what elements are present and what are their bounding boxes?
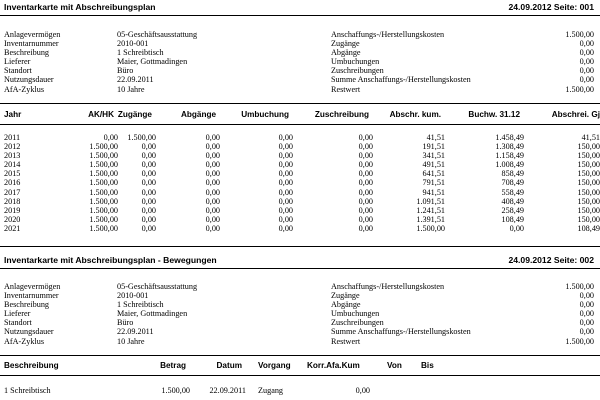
mv-col-header-amount: Betrag	[160, 361, 186, 370]
table-row	[4, 197, 600, 206]
table-cell: 0,00	[205, 160, 220, 170]
info-label: Abgänge	[331, 300, 361, 310]
info-value: 1 Schreibtisch	[117, 300, 164, 310]
info-amount: 0,00	[579, 327, 594, 337]
table-cell: 2012	[4, 142, 21, 152]
info-label: Lieferer	[4, 57, 31, 67]
table-cell: 1.500,00	[89, 142, 118, 152]
mv-col-header-description: Beschreibung	[4, 361, 59, 370]
table-cell: 0,00	[358, 214, 373, 224]
table-cell: 2020	[4, 214, 21, 224]
table-cell: 0,00	[509, 223, 524, 233]
table-cell: 641,51	[422, 169, 445, 179]
table-cell: 0,00	[205, 223, 220, 233]
table-cell: 341,51	[422, 151, 445, 161]
table-cell: 0,00	[278, 223, 293, 233]
table-cell: 0,00	[141, 205, 156, 215]
info-value: 2010-001	[117, 39, 149, 49]
info-label: Nutzungsdauer	[4, 75, 54, 85]
movements-header-top-rule	[0, 355, 600, 356]
table-cell: 0,00	[205, 151, 220, 161]
mv-col-header-correction: Korr.Afa.Kum	[307, 361, 360, 370]
table-cell: 0,00	[205, 169, 220, 179]
table-cell: 2013	[4, 151, 21, 161]
info-label: Anlagevermögen	[4, 30, 61, 39]
table-cell: 0,00	[358, 205, 373, 215]
table-cell: 0,00	[358, 196, 373, 206]
table-cell: 1.500,00	[89, 178, 118, 188]
table-cell: 0,00	[141, 178, 156, 188]
table-cell: 0,00	[358, 160, 373, 170]
table-cell: 2016	[4, 178, 21, 188]
mv-col-header-transaction: Vorgang	[258, 361, 291, 370]
info-value: 22.09.2011	[117, 75, 154, 85]
table-cell: 2017	[4, 187, 21, 197]
table-cell: 0,00	[141, 142, 156, 152]
col-header-book-value: Buchw. 31.12	[468, 110, 520, 119]
mv-col-header-to: Bis	[421, 361, 434, 370]
mv-col-header-from: Von	[387, 361, 402, 370]
table-cell: 0,00	[278, 169, 293, 179]
table-cell: 0,00	[205, 196, 220, 206]
table-cell: 0,00	[205, 142, 220, 152]
info-label: Nutzungsdauer	[4, 327, 54, 337]
table-cell: 1.500,00	[161, 386, 190, 395]
info-amount: 0,00	[579, 309, 594, 319]
table-cell: 0,00	[205, 214, 220, 224]
section2-top-rule	[0, 246, 600, 247]
table-cell: 2019	[4, 205, 21, 215]
table-cell: 2011	[4, 133, 21, 142]
info-amount: 0,00	[579, 318, 594, 328]
table-cell: 0,00	[141, 223, 156, 233]
table-cell: 0,00	[358, 151, 373, 161]
table-cell: 150,00	[577, 151, 600, 161]
table-cell: 0,00	[141, 214, 156, 224]
table-cell: 0,00	[141, 196, 156, 206]
table-row	[4, 142, 600, 151]
section2-header-rule	[0, 268, 600, 269]
table-row	[4, 386, 600, 395]
table-cell: 0,00	[141, 151, 156, 161]
col-header-disposals: Abgänge	[180, 110, 216, 119]
info-amount: 0,00	[579, 39, 594, 49]
info-label: Standort	[4, 318, 32, 328]
table-cell: 150,00	[577, 187, 600, 197]
table-cell: 1.500,00	[89, 160, 118, 170]
info-labels-right	[331, 30, 471, 94]
table-cell: 1.500,00	[89, 214, 118, 224]
table-cell: 191,51	[422, 142, 445, 152]
info-value: Maier, Gottmadingen	[117, 57, 188, 67]
table-cell: 1.500,00	[89, 151, 118, 161]
table-cell: 0,00	[205, 205, 220, 215]
table-cell: 1.500,00	[127, 133, 156, 142]
movements-info-labels-left	[4, 282, 60, 346]
info-label: Zugänge	[331, 39, 360, 49]
info-value: 1 Schreibtisch	[117, 48, 164, 58]
info-amount: 0,00	[579, 48, 594, 58]
info-values-right	[494, 30, 594, 94]
table-cell: 1.500,00	[89, 169, 118, 179]
info-amount: 1.500,00	[565, 336, 594, 346]
info-amount: 1.500,00	[565, 282, 594, 291]
table-cell: 0,00	[278, 178, 293, 188]
table-cell: 2014	[4, 160, 21, 170]
table-cell: 108,49	[501, 214, 524, 224]
info-value: Büro	[117, 66, 134, 76]
table-cell: 0,00	[278, 214, 293, 224]
table-cell: 0,00	[358, 178, 373, 188]
table-cell: 41,51	[426, 133, 445, 142]
info-label: Beschreibung	[4, 48, 50, 58]
info-amount: 1.500,00	[565, 30, 594, 39]
info-value: 05-Geschäftsausstattung	[117, 30, 198, 39]
header-rule	[0, 15, 600, 16]
info-label: Anschaffungs-/Herstellungskosten	[331, 30, 445, 39]
table-cell: 708,49	[501, 178, 524, 188]
col-header-transfer: Umbuchung	[241, 110, 289, 119]
info-amount: 0,00	[579, 291, 594, 301]
info-value: 2010-001	[117, 291, 149, 301]
info-amount: 0,00	[579, 300, 594, 310]
info-value: 05-Geschäftsausstattung	[117, 282, 198, 291]
movements-header-bottom-rule	[0, 375, 600, 376]
table-cell: 1.308,49	[495, 142, 524, 152]
info-label: AfA-Zyklus	[4, 336, 45, 346]
table-cell: 0,00	[205, 187, 220, 197]
table-row	[4, 133, 600, 142]
info-value: 10 Jahre	[117, 336, 145, 346]
info-label: Restwert	[331, 84, 361, 94]
info-label: Summe Anschaffungs-/Herstellungskosten	[331, 75, 471, 85]
table-cell: 0,00	[358, 142, 373, 152]
table-row	[4, 224, 600, 233]
table-cell: 0,00	[278, 187, 293, 197]
table-cell: 1.391,51	[416, 214, 445, 224]
plan-header-top-rule	[0, 103, 600, 104]
movements-info-values-left	[117, 282, 197, 346]
table-cell: 258,49	[501, 205, 524, 215]
info-label: Abgänge	[331, 48, 361, 58]
table-cell: 0,00	[358, 187, 373, 197]
table-row	[4, 151, 600, 160]
table-cell: 0,00	[278, 142, 293, 152]
table-cell: 1 Schreibtisch	[4, 386, 51, 395]
table-cell: 22.09.2011	[209, 386, 246, 395]
movements-info-labels-right	[331, 282, 471, 346]
table-cell: 150,00	[577, 205, 600, 215]
table-cell: 941,51	[422, 187, 445, 197]
table-cell: 1.500,00	[89, 205, 118, 215]
info-value: 22.09.2011	[117, 327, 154, 337]
table-cell: 491,51	[422, 160, 445, 170]
date-page-label: 24.09.2012 Seite: 001	[508, 2, 594, 12]
col-header-write-up: Zuschreibung	[314, 110, 369, 119]
table-row	[4, 206, 600, 215]
table-cell: 0,00	[278, 205, 293, 215]
movements-date-page-label: 24.09.2012 Seite: 002	[508, 255, 594, 265]
info-label: Inventarnummer	[4, 39, 59, 49]
table-cell: 1.500,00	[416, 223, 445, 233]
info-label: Umbuchungen	[331, 309, 380, 319]
table-cell: Zugang	[258, 386, 284, 395]
table-cell: 0,00	[205, 133, 220, 142]
table-cell: 41,51	[581, 133, 600, 142]
info-labels-left	[4, 30, 60, 94]
table-cell: 1.500,00	[89, 196, 118, 206]
info-label: AfA-Zyklus	[4, 84, 45, 94]
table-row	[4, 169, 600, 178]
info-amount: 0,00	[579, 57, 594, 67]
table-cell: 858,49	[501, 169, 524, 179]
info-label: Summe Anschaffungs-/Herstellungskosten	[331, 327, 471, 337]
info-label: Restwert	[331, 336, 361, 346]
table-cell: 0,00	[141, 187, 156, 197]
col-header-cumulative-depreciation: Abschr. kum.	[389, 110, 441, 119]
table-row	[4, 188, 600, 197]
movements-table	[4, 386, 600, 395]
table-row	[4, 215, 600, 224]
table-row	[4, 160, 600, 169]
page-title: Inventarkarte mit Abschreibungsplan	[4, 2, 156, 12]
table-cell: 150,00	[577, 178, 600, 188]
table-cell: 0,00	[358, 133, 373, 142]
info-label: Zugänge	[331, 291, 360, 301]
movements-title: Inventarkarte mit Abschreibungsplan - Bewegungen	[4, 255, 217, 265]
table-cell: 0,00	[205, 178, 220, 188]
plan-header-bottom-rule	[0, 124, 600, 125]
table-cell: 408,49	[501, 196, 524, 206]
table-cell: 1.241,51	[416, 205, 445, 215]
info-amount: 1.500,00	[565, 84, 594, 94]
info-label: Beschreibung	[4, 300, 50, 310]
table-cell: 2021	[4, 223, 21, 233]
col-header-depreciation-year: Abschrei. Gj	[551, 110, 600, 119]
table-cell: 2018	[4, 196, 21, 206]
table-cell: 0,00	[358, 223, 373, 233]
table-cell: 150,00	[577, 169, 600, 179]
info-label: Lieferer	[4, 309, 31, 319]
info-label: Anlagevermögen	[4, 282, 61, 291]
table-cell: 150,00	[577, 142, 600, 152]
table-row	[4, 178, 600, 187]
info-value: 10 Jahre	[117, 84, 145, 94]
table-cell: 0,00	[278, 133, 293, 142]
table-cell: 0,00	[141, 169, 156, 179]
table-cell: 0,00	[278, 160, 293, 170]
table-cell: 0,00	[278, 196, 293, 206]
movements-info-values-right	[494, 282, 594, 346]
table-cell: 1.008,49	[495, 160, 524, 170]
info-label: Anschaffungs-/Herstellungskosten	[331, 282, 445, 291]
col-header-additions: Zugänge	[117, 110, 152, 119]
table-cell: 2015	[4, 169, 21, 179]
table-cell: 108,49	[577, 223, 600, 233]
table-cell: 1.458,49	[495, 133, 524, 142]
info-label: Zuschreibungen	[331, 318, 384, 328]
table-cell: 1.500,00	[89, 223, 118, 233]
col-header-akhk: AK/HK	[88, 110, 114, 119]
info-label: Inventarnummer	[4, 291, 59, 301]
table-cell: 0,00	[278, 151, 293, 161]
table-cell: 558,49	[501, 187, 524, 197]
depreciation-plan-table	[4, 133, 600, 233]
info-label: Zuschreibungen	[331, 66, 384, 76]
table-cell: 1.158,49	[495, 151, 524, 161]
table-cell: 791,51	[422, 178, 445, 188]
info-label: Umbuchungen	[331, 57, 380, 67]
info-amount: 0,00	[579, 66, 594, 76]
info-amount: 0,00	[579, 75, 594, 85]
col-header-year: Jahr	[4, 110, 22, 119]
table-cell: 150,00	[577, 214, 600, 224]
info-value: Maier, Gottmadingen	[117, 309, 188, 319]
table-cell: 0,00	[355, 386, 370, 395]
mv-col-header-date: Datum	[216, 361, 242, 370]
table-cell: 0,00	[358, 169, 373, 179]
info-label: Standort	[4, 66, 32, 76]
info-value: Büro	[117, 318, 134, 328]
table-cell: 1.091,51	[416, 196, 445, 206]
table-cell: 1.500,00	[89, 187, 118, 197]
info-values-left	[117, 30, 197, 94]
table-cell: 0,00	[141, 160, 156, 170]
table-cell: 0,00	[103, 133, 118, 142]
table-cell: 150,00	[577, 160, 600, 170]
table-cell: 150,00	[577, 196, 600, 206]
